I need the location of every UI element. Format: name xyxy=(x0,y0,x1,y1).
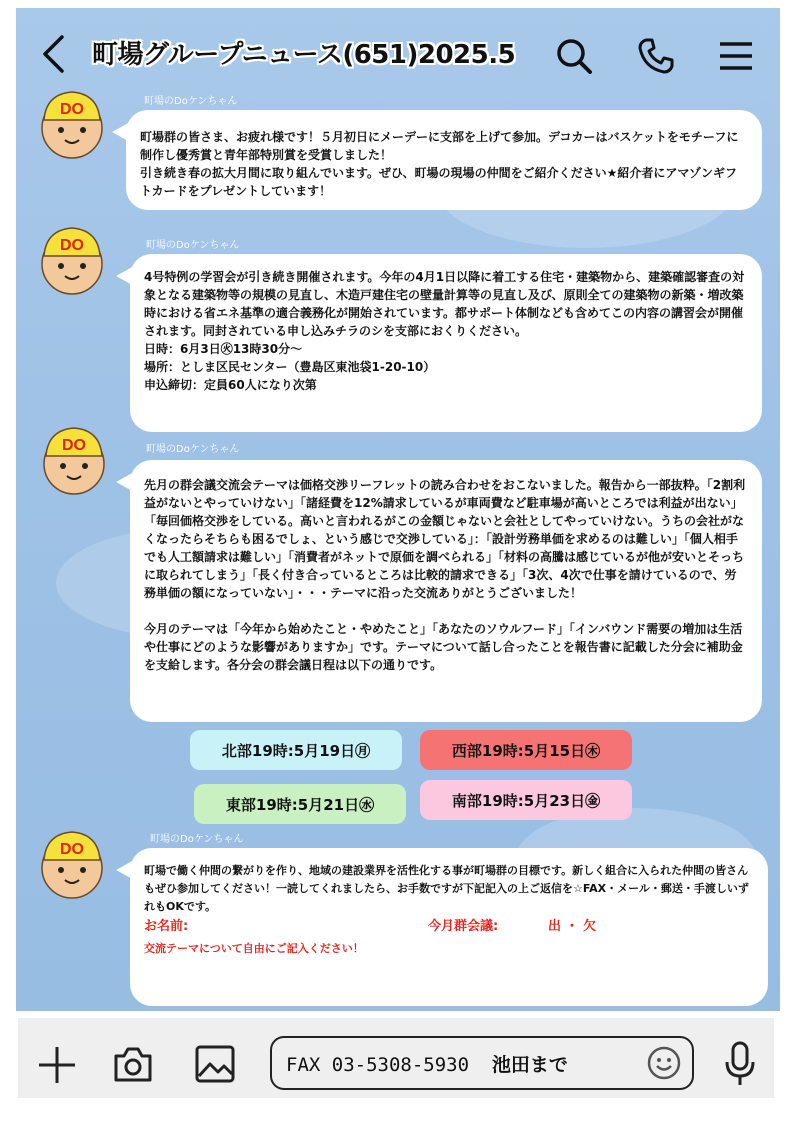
avatar-badge-text: DO xyxy=(60,101,84,118)
message-paragraph: 引き続き春の拡大月間に取り組んでいます。ぜひ、町場の現場の仲間をご紹介ください★紹介者にアマゾンギフトカードをプレゼントしています！ xyxy=(140,166,737,198)
message-bubble xyxy=(130,848,768,1006)
avatar-badge-text: DO xyxy=(62,437,86,454)
mascot-avatar[interactable] xyxy=(34,826,110,902)
plus-icon[interactable] xyxy=(36,1044,78,1086)
message-input[interactable] xyxy=(270,1036,694,1090)
meeting-label: 今月群会議: xyxy=(428,919,499,934)
chevron-left-icon[interactable] xyxy=(40,34,66,74)
sender-name: 町場のDoケンちゃん xyxy=(146,240,240,251)
schedule-south: 南部19時:5月23日㊎ xyxy=(420,780,632,820)
camera-icon[interactable] xyxy=(112,1044,154,1084)
sender-name: 町場のDoケンちゃん xyxy=(150,834,244,845)
sender-name: 町場のDoケンちゃん xyxy=(146,444,240,455)
theme-prompt: 交流テーマについて自由にご記入ください！ xyxy=(144,942,364,955)
name-field-label: お名前: xyxy=(144,919,189,934)
chat-header xyxy=(16,8,780,98)
message-bubble xyxy=(130,254,762,432)
schedule-west: 西部19時:5月15日㊍ xyxy=(420,730,632,770)
message-bubble xyxy=(126,110,762,210)
hamburger-menu-icon[interactable] xyxy=(716,36,756,76)
message-paragraph: 今月のテーマは「今年から始めたこと・やめたこと」「あなたのソウルフード」「インバウンド需要の増加は生活や仕事にどのような影響がありますか」です。テーマについて話し合ったことを報告書に記載した分会に補助金を支給します。各分会の群会議日程は以下の通りです。 xyxy=(144,622,743,672)
avatar-badge-text: DO xyxy=(60,841,84,858)
schedule-north: 北部19時:5月19日㊊ xyxy=(190,730,402,770)
event-venue: 場所：としま区民センター（豊島区東池袋1-20-10） xyxy=(144,360,436,374)
image-icon[interactable] xyxy=(194,1044,236,1084)
fax-number: FAX 03-5308-5930 xyxy=(286,1054,470,1076)
phone-icon[interactable] xyxy=(636,36,676,76)
mascot-avatar[interactable] xyxy=(34,86,110,162)
message-paragraph: 4号特例の学習会が引き続き開催されます。今年の4月1日以降に着工する住宅・建築物から、建築確認審査の対象となる建築物等の規模の見直し、木造戸建住宅の壁量計算等の見直し及び、原則全ての建築物の新築・増改築時における省エネ基準の適合義務化が開始されています。都サポート体制なども含めてこの内容の講習会が開催されます。同封されている申し込みチラのシを支部におくりください。 xyxy=(144,270,745,338)
message-input-text xyxy=(286,1050,568,1077)
mascot-avatar[interactable] xyxy=(36,422,112,498)
schedule-east: 東部19時:5月21日㊌ xyxy=(194,784,406,824)
sender-name: 町場のDoケンちゃん xyxy=(144,96,238,107)
message-input-bar xyxy=(18,1018,774,1098)
chat-title: 町場グループニュース(651)2025.5 xyxy=(92,40,516,70)
message-paragraph: 町場群の皆さま、お疲れ様です！５月初日にメーデーに支部を上げて参加。デコカーはバスケットをモチーフに制作し優秀賞と青年部特別賞を受賞しました！ xyxy=(140,130,739,162)
message-paragraph: 先月の群会議交流会テーマは価格交渉リーフレットの読み合わせをおこないました。報告から一部抜粋。「2割利益がないとやっていけない」「諸経費を12%請求しているが車両費など駐車場が高いところでは利益が出ない」「毎回価格交渉をしている。高いと言われるがこの金額じゃないと会社としてやっていけない。うちの会社がなくなったらそちらも困るでしょ、という感じで交渉している」：「設計労務単価を求めるのは難しい」「個人相手でも人工額請求は難しい」「消費者がネットで原価を調べられる」「材料の高騰は感じているが他が安いとそっちに取られてしまう」「長く付き合っているところは比較的請求できる」「3次、4次で仕事を請けているので、労務単価の額になっていない」・・・テーマに沿った交流ありがとうございました！ xyxy=(144,478,746,600)
chat-window xyxy=(16,8,780,1011)
avatar-badge-text: DO xyxy=(60,237,84,254)
fax-recipient: 池田まで xyxy=(491,1054,568,1076)
mascot-avatar[interactable] xyxy=(34,222,110,298)
microphone-icon[interactable] xyxy=(722,1040,758,1088)
message-bubble xyxy=(130,460,762,722)
smiley-icon[interactable] xyxy=(646,1045,682,1081)
search-icon[interactable] xyxy=(554,36,594,76)
event-date: 日時：6月3日㊋13時30分～ xyxy=(144,342,303,356)
event-deadline: 申込締切：定員60人になり次第 xyxy=(144,378,317,392)
attendance-options[interactable]: 出 ・ 欠 xyxy=(548,919,597,934)
message-paragraph: 町場で働く仲間の繋がりを作り、地域の建設業界を活性化する事が町場群の目標です。新しく組合に入られた仲間の皆さんもぜひ参加してください！一読してくれましたら、お手数ですが下記記入の上ご返信を☆FAX・メール・郵送・手渡しいずれもOKです。 xyxy=(144,864,749,913)
